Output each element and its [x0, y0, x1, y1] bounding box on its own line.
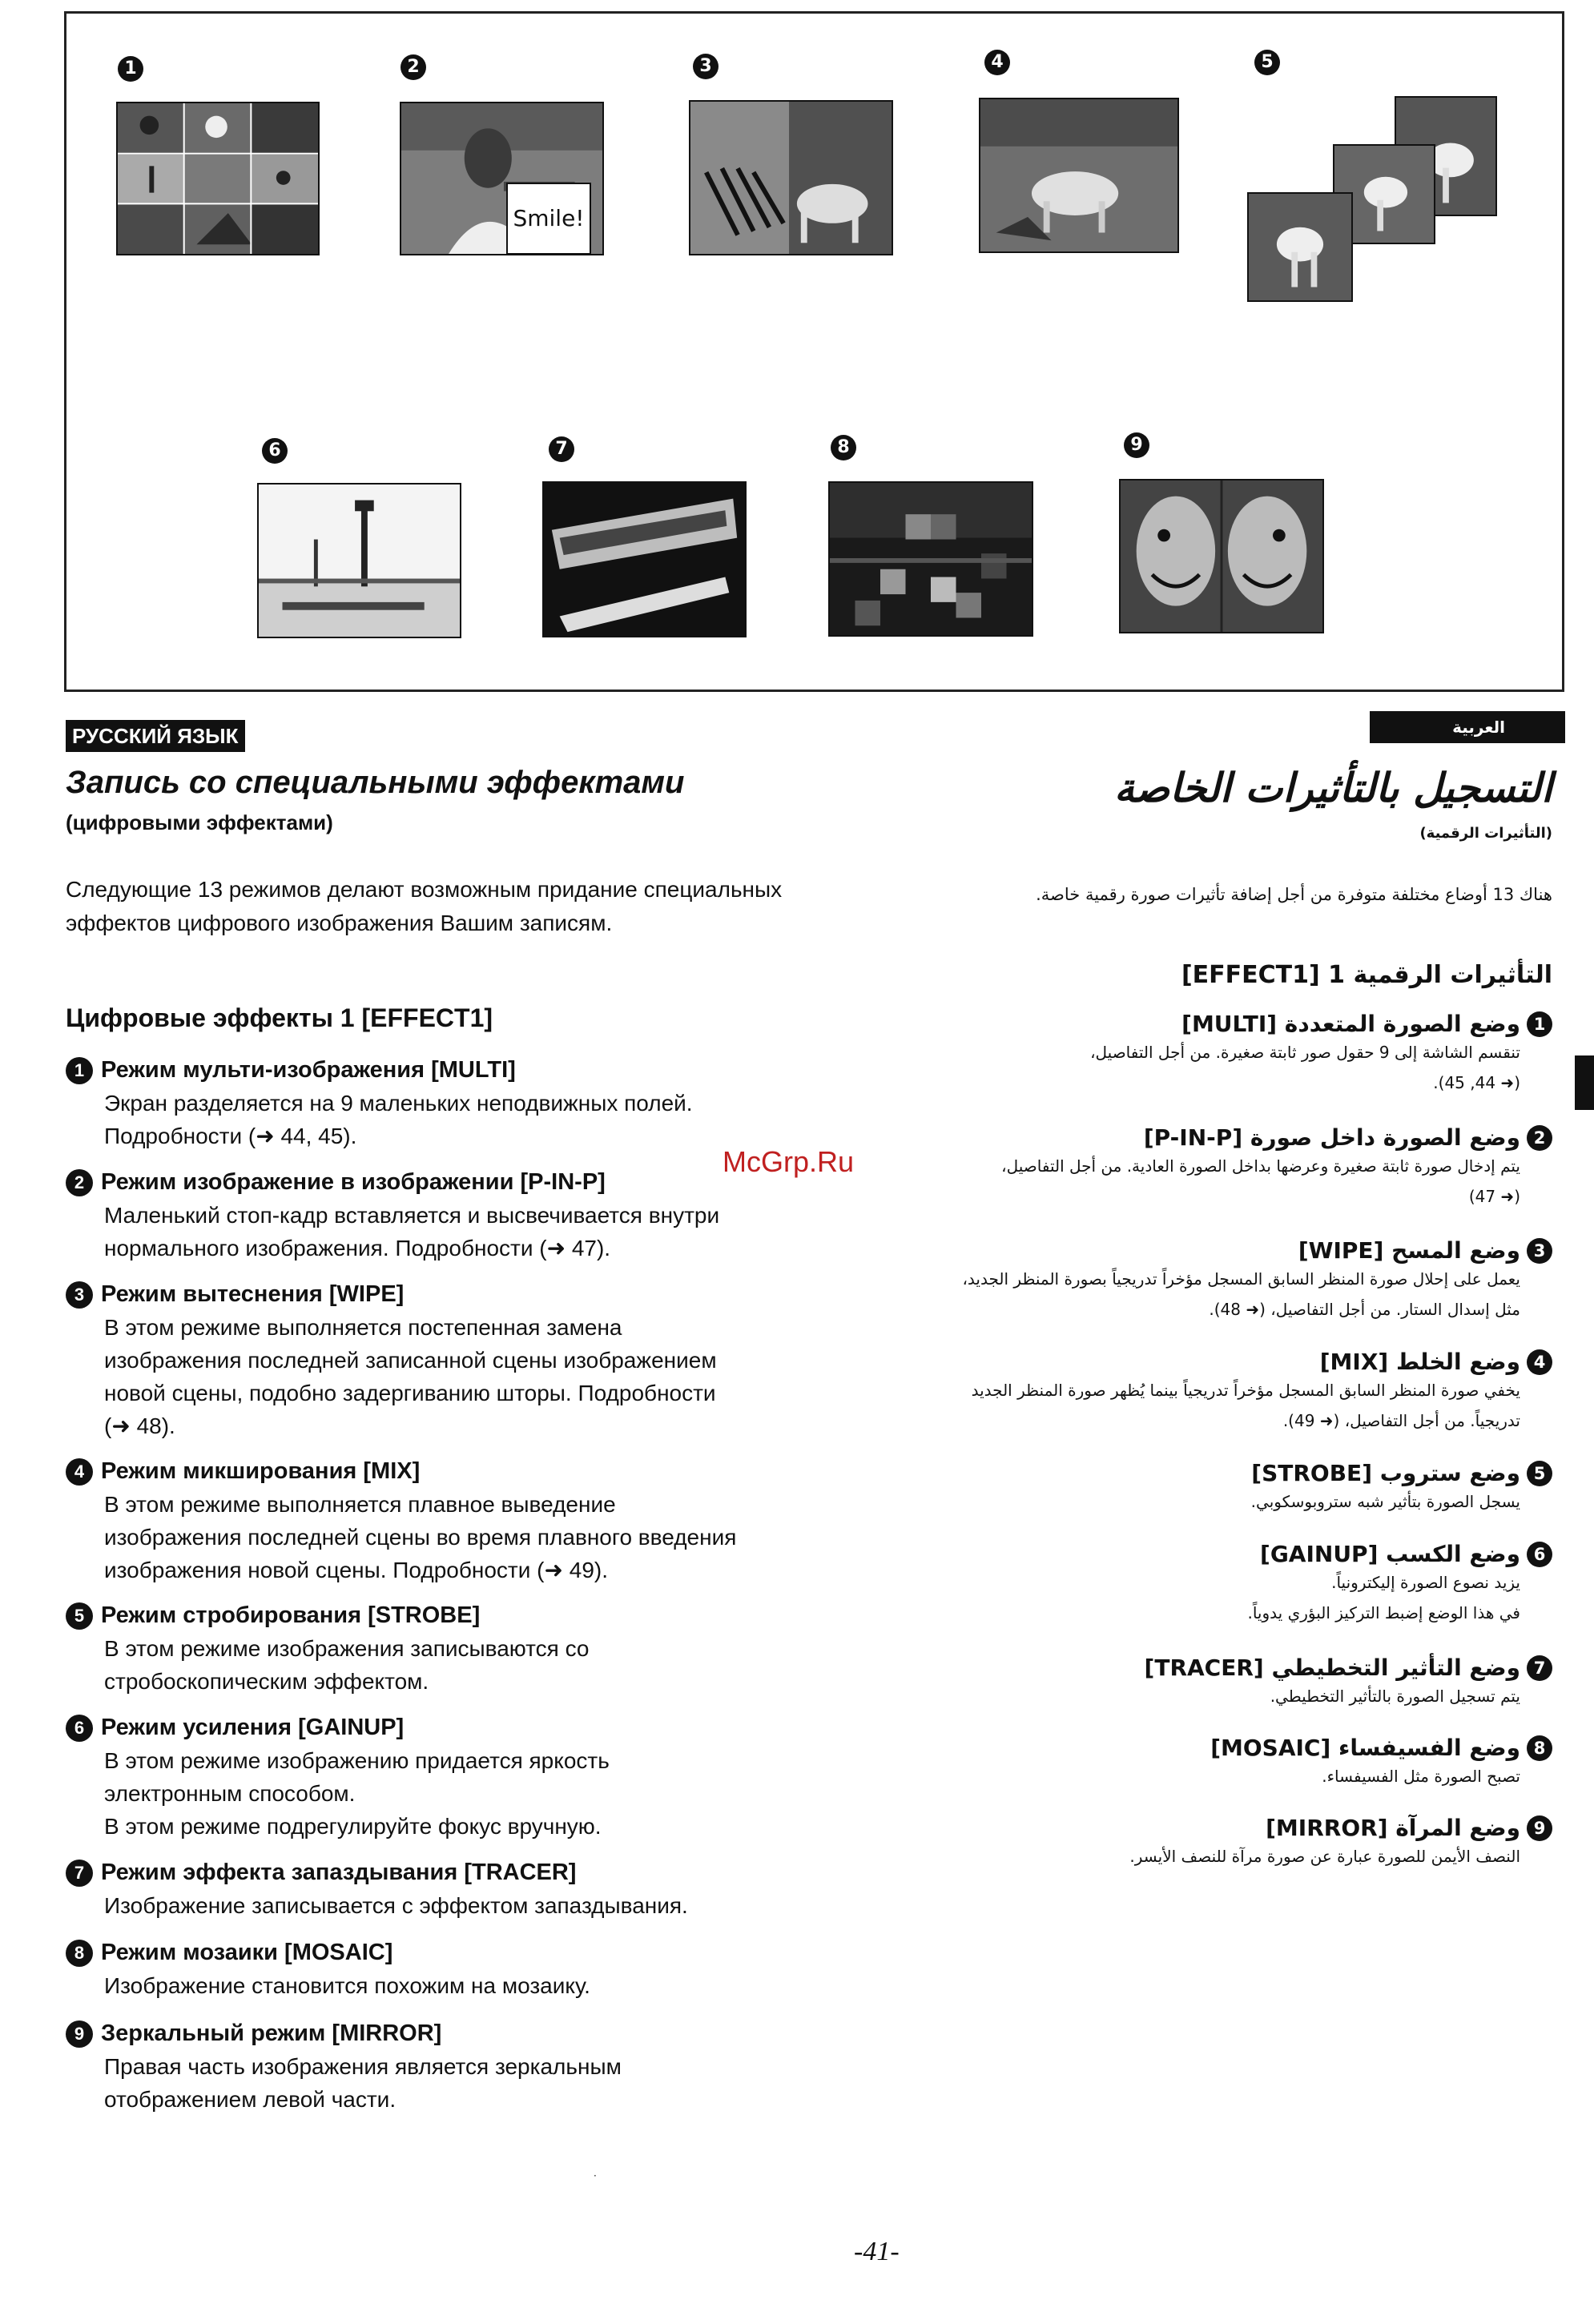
ru-item-title: Зеркальный режим [MIRROR] [101, 2020, 442, 2046]
ru-subtitle: (цифровыми эффектами) [66, 810, 333, 834]
marker-7: 7 [549, 436, 574, 462]
ar-item-number: 3 [1527, 1238, 1552, 1264]
ar-intro: هناك 13 أوضاع مختلفة متوفرة من أجل إضافة تأثيرات صورة رقمية خاصة. [1036, 885, 1552, 904]
scan-speck: · [594, 2170, 597, 2181]
ar-item-desc: النصف الأيمن للصورة عبارة عن صورة مرآة للنصف الأيسر. [1129, 1847, 1520, 1866]
ar-item-title: وضع الخلط [MIX] [1319, 1349, 1520, 1375]
ar-item-desc: يتم إدخال صورة ثابتة صغيرة وعرضها بداخل الصورة العادية. من أجل التفاصيل، (➜ 47) [1001, 1156, 1520, 1206]
ru-item-title: Режим мульти-изображения [MULTI] [101, 1057, 516, 1083]
edge-tab-marker [1575, 1055, 1594, 1110]
marker-6: 6 [262, 438, 288, 464]
marker-1: 1 [118, 56, 143, 82]
ru-item-desc: В этом режиме выполняется плавное выведение изображения последней сцены во время плавного введения изображения новой сцены. Подробности (➜ 49). [104, 1492, 737, 1582]
ar-item-desc: يعمل على إحلال صورة المنظر السابق المسجل مؤخراً تدريجياً بصورة المنظر الجديد، مثل إسدال الستار. من أجل التفاصيل، (➜ 48). [962, 1269, 1520, 1319]
smile-inset: Smile! [506, 183, 591, 255]
tracer-photo [542, 481, 747, 637]
ru-item-number: 3 [66, 1281, 93, 1309]
ar-item-mosaic [896, 1735, 1552, 1791]
ru-item-number: 6 [66, 1715, 93, 1742]
ru-item-mix [66, 1455, 859, 1586]
ru-item-title: Режим микширования [MIX] [101, 1458, 421, 1484]
ru-item-desc: Изображение становится похожим на мозаику. [104, 1973, 590, 1998]
ar-item-title: وضع ستروب [STROBE] [1251, 1460, 1520, 1486]
ar-item-title: وضع الصورة المتعددة [MULTI] [1181, 1011, 1520, 1037]
ar-item-number: 4 [1527, 1349, 1552, 1375]
ru-item-desc: В этом режиме изображения записываются со стробоскопическим эффектом. [104, 1636, 590, 1694]
ru-section-heading: Цифровые эффекты 1 [EFFECT1] [66, 1003, 493, 1032]
ru-item-desc: Экран разделяется на 9 маленьких неподвижных полей. Подробности (➜ 44, 45). [104, 1091, 693, 1148]
ar-item-desc: يسجل الصورة بتأثير شبه ستروبوسكوبي. [1250, 1492, 1520, 1511]
ru-item-strobe [66, 1599, 859, 1698]
ar-item-desc: تصبح الصورة مثل الفسيفساء. [1322, 1767, 1520, 1786]
mosaic-photo [828, 481, 1033, 637]
ru-item-multi [66, 1054, 859, 1152]
ru-item-number: 7 [66, 1860, 93, 1887]
ar-item-number: 2 [1527, 1125, 1552, 1151]
ru-item-pinp [66, 1166, 859, 1265]
ar-item-strobe [896, 1460, 1552, 1517]
mix-photo [979, 98, 1179, 253]
ar-title: التسجيل بالتأثيرات الخاصة [1113, 765, 1552, 811]
ar-item-desc: تنقسم الشاشة إلى 9 حقول صور ثابتة صغيرة. من أجل التفاصيل، (➜ 44, 45). [1090, 1043, 1520, 1092]
ru-item-mosaic [66, 1936, 859, 2002]
lang-tab-russian: РУССКИЙ ЯЗЫК [66, 720, 245, 752]
page-number: -41- [854, 2237, 900, 2266]
ru-item-number: 2 [66, 1169, 93, 1196]
ar-item-title: وضع الكسب [GAINUP] [1260, 1541, 1520, 1567]
ar-item-title: وضع الصورة داخل صورة [P-IN-P] [1143, 1124, 1520, 1151]
ru-item-wipe [66, 1278, 859, 1442]
ru-item-desc: Маленький стоп-кадр вставляется и высвечивается внутри нормального изображения. Подробности (➜ 47). [104, 1203, 720, 1261]
ru-item-title: Режим стробирования [STROBE] [101, 1602, 481, 1628]
ru-item-number: 9 [66, 2020, 93, 2048]
ru-item-number: 1 [66, 1057, 93, 1084]
ar-subtitle: (التأثيرات الرقمية) [1419, 825, 1552, 842]
mirror-photo [1119, 479, 1324, 633]
ru-intro: Следующие 13 режимов делают возможным придание специальных эффектов цифрового изображения Вашим записям. [66, 877, 783, 935]
ru-item-title: Режим мозаики [MOSAIC] [101, 1940, 393, 1965]
marker-2: 2 [401, 54, 426, 80]
ar-item-number: 8 [1527, 1735, 1552, 1761]
marker-3: 3 [693, 54, 719, 79]
ar-item-desc: يزيد نصوع الصورة إليكترونياً. في هذا الوضع إضبط التركيز البؤري يدوياً. [1247, 1573, 1520, 1622]
ar-item-pinp [896, 1124, 1552, 1212]
lang-tab-arabic: العربية [1370, 711, 1565, 743]
ar-item-desc: يتم تسجيل الصورة بالتأثير التخطيطي. [1270, 1687, 1520, 1706]
ar-item-mirror [896, 1815, 1552, 1872]
ar-item-title: وضع الفسيفساء [MOSAIC] [1210, 1735, 1520, 1761]
ar-item-number: 9 [1527, 1815, 1552, 1841]
ar-item-tracer [896, 1655, 1552, 1711]
ar-item-number: 1 [1527, 1011, 1552, 1037]
marker-9: 9 [1124, 432, 1149, 458]
ar-item-number: 5 [1527, 1461, 1552, 1486]
ru-item-title: Режим изображение в изображении [P-IN-P] [101, 1169, 606, 1195]
ar-item-title: وضع المرآة [MIRROR] [1266, 1815, 1520, 1841]
ar-section-heading: التأثيرات الرقمية 1 [EFFECT1] [1181, 961, 1552, 989]
ru-item-tracer [66, 1856, 859, 1922]
ar-item-title: وضع التأثير التخطيطي [TRACER] [1144, 1655, 1520, 1681]
ru-item-mirror [66, 2017, 859, 2116]
ar-item-wipe [896, 1237, 1552, 1325]
marker-4: 4 [984, 50, 1010, 75]
ru-item-desc: В этом режиме выполняется постепенная замена изображения последней записанной сцены изображением новой сцены, подобно задергиванию шторы. Подробности (➜ 48). [104, 1315, 717, 1438]
wipe-photo [689, 100, 893, 255]
strobe-photo-1 [1247, 192, 1353, 302]
ru-item-desc: Правая часть изображения является зеркальным отображением левой части. [104, 2054, 622, 2112]
watermark: McGrp.Ru [723, 1145, 855, 1178]
ru-item-title: Режим эффекта запаздывания [TRACER] [101, 1860, 577, 1885]
multi-photo [116, 102, 320, 255]
ar-item-gainup [896, 1541, 1552, 1628]
ru-item-desc: Изображение записывается с эффектом запаздывания. [104, 1893, 688, 1918]
ru-item-title: Режим усиления [GAINUP] [101, 1715, 405, 1740]
ru-item-number: 8 [66, 1940, 93, 1967]
gainup-photo [257, 483, 461, 638]
marker-8: 8 [831, 435, 856, 460]
ar-item-title: وضع المسح [WIPE] [1298, 1237, 1520, 1264]
ar-item-multi [896, 1011, 1552, 1098]
ru-item-desc: В этом режиме изображению придается яркость электронным способом. В этом режиме подрегулируйте фокус вручную. [104, 1748, 610, 1839]
ru-item-number: 4 [66, 1458, 93, 1486]
ru-title: Запись со специальными эффектами [66, 765, 685, 800]
ar-item-number: 7 [1527, 1655, 1552, 1681]
ar-item-number: 6 [1527, 1542, 1552, 1567]
ru-item-number: 5 [66, 1602, 93, 1630]
ar-item-desc: يخفي صورة المنظر السابق المسجل مؤخراً تدريجياً بينما يُظهر صورة المنظر الجديد تدريجياً. من أجل التفاصيل، (➜ 49). [971, 1381, 1520, 1430]
ru-item-gainup [66, 1711, 859, 1843]
ru-item-title: Режим вытеснения [WIPE] [101, 1281, 405, 1307]
ar-item-mix [896, 1349, 1552, 1436]
marker-5: 5 [1254, 50, 1280, 75]
